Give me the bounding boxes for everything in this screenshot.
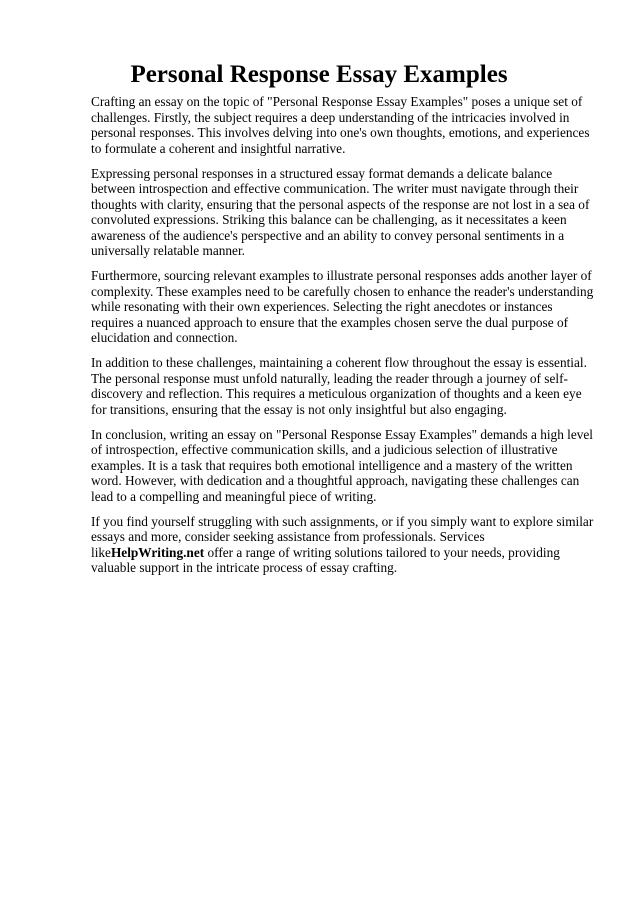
paragraph-closing [91, 514, 594, 576]
paragraph-conclusion: In conclusion, writing an essay on "Personal Response Essay Examples" demands a high level of introspection, effective communication skills, and a judicious selection of illustrative examples. It is a task that requires both emotional intelligence and a mastery of the written word. However, with dedication and a thoughtful approach, navigating these challenges can lead to a compelling and meaningful piece of writing. [91, 426, 594, 504]
helpwriting-link[interactable]: HelpWriting.net [110, 544, 205, 560]
closing-text-before: If you find yourself struggling with such assignments, or if you simply want to explore similar essays and more, consider seeking assistance from professionals. Services like [91, 513, 594, 560]
page-title: Personal Response Essay Examples [130, 61, 508, 88]
paragraph-expressing: Expressing personal responses in a structured essay format demands a delicate balance between introspection and effective communication. The writer must navigate through their thoughts with clarity, ensuring that the personal aspects of the response are not lost in a sea of convoluted expressions. Striking this balance can be challenging, as it necessitates a keen awareness of the audience's perspective and an ability to convey personal sentiments in a universally relatable manner. [91, 165, 590, 258]
essay-body [91, 94, 594, 585]
closing-text-after: offer a range of writing solutions tailored to your needs, providing valuable support in the intricate process of essay crafting. [91, 544, 560, 575]
paragraph-intro: Crafting an essay on the topic of "Personal Response Essay Examples" poses a unique set of challenges. Firstly, the subject requires a deep understanding of the intricacies involved in personal responses. This involves delving into one's own thoughts, emotions, and experiences to formulate a coherent and insightful narrative. [91, 94, 590, 156]
paragraph-furthermore: Furthermore, sourcing relevant examples to illustrate personal responses adds another layer of complexity. These examples need to be carefully chosen to enhance the reader's understanding while resonating with their own experiences. Selecting the right anecdotes or instances requires a nuanced approach to ensure that the examples chosen serve the dual purpose of elucidation and connection. [91, 268, 594, 345]
paragraph-flow: In addition to these challenges, maintaining a coherent flow throughout the essay is essential. The personal response must unfold naturally, leading the reader through a journey of self-discovery and reflection. This requires a meticulous organization of thoughts and a keen eye for transitions, ensuring that the essay is not only insightful but also engaging. [91, 355, 587, 417]
